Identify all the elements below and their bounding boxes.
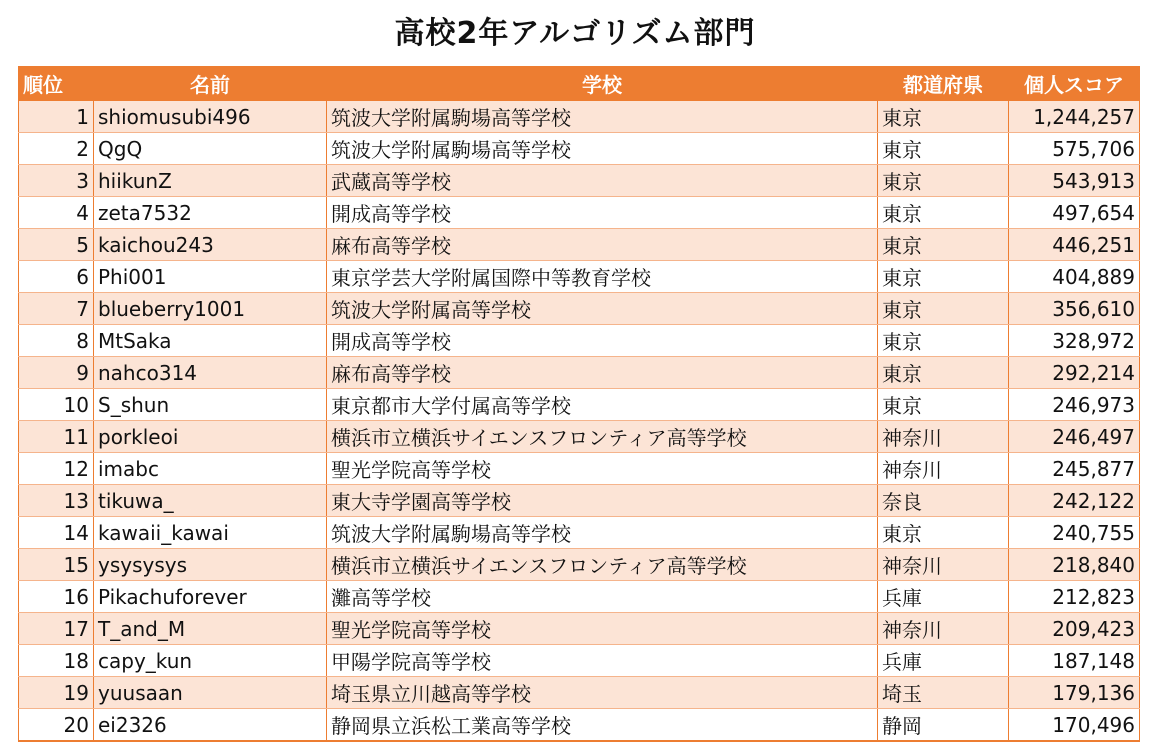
cell-rank: 19 <box>19 677 94 709</box>
cell-name: S_shun <box>94 389 327 421</box>
cell-prefecture: 東京 <box>878 293 1009 325</box>
cell-score: 543,913 <box>1009 165 1140 197</box>
cell-name: zeta7532 <box>94 197 327 229</box>
cell-name: T_and_M <box>94 613 327 645</box>
cell-score: 446,251 <box>1009 229 1140 261</box>
table-row <box>19 165 1140 197</box>
cell-score: 242,122 <box>1009 485 1140 517</box>
cell-name: ysysysys <box>94 549 327 581</box>
cell-prefecture: 神奈川 <box>878 421 1009 453</box>
cell-rank: 16 <box>19 581 94 613</box>
cell-prefecture: 東京 <box>878 133 1009 165</box>
cell-school: 開成高等学校 <box>327 325 878 357</box>
table-row <box>19 581 1140 613</box>
table-row <box>19 133 1140 165</box>
cell-name: Pikachuforever <box>94 581 327 613</box>
cell-school: 聖光学院高等学校 <box>327 453 878 485</box>
cell-school: 筑波大学附属駒場高等学校 <box>327 517 878 549</box>
table-row <box>19 677 1140 709</box>
cell-name: QgQ <box>94 133 327 165</box>
cell-score: 497,654 <box>1009 197 1140 229</box>
cell-name: blueberry1001 <box>94 293 327 325</box>
cell-rank: 8 <box>19 325 94 357</box>
table-header-row <box>19 67 1140 101</box>
cell-rank: 18 <box>19 645 94 677</box>
cell-rank: 1 <box>19 101 94 133</box>
cell-score: 245,877 <box>1009 453 1140 485</box>
cell-name: kawaii_kawai <box>94 517 327 549</box>
cell-prefecture: 東京 <box>878 101 1009 133</box>
cell-school: 東京学芸大学附属国際中等教育学校 <box>327 261 878 293</box>
table-row <box>19 709 1140 742</box>
cell-score: 404,889 <box>1009 261 1140 293</box>
cell-school: 筑波大学附属高等学校 <box>327 293 878 325</box>
table-row <box>19 389 1140 421</box>
cell-rank: 2 <box>19 133 94 165</box>
cell-name: shiomusubi496 <box>94 101 327 133</box>
cell-name: nahco314 <box>94 357 327 389</box>
cell-score: 187,148 <box>1009 645 1140 677</box>
cell-prefecture: 東京 <box>878 261 1009 293</box>
cell-score: 170,496 <box>1009 709 1140 742</box>
page-title: 高校2年アルゴリズム部門 <box>394 16 756 51</box>
table-row <box>19 357 1140 389</box>
cell-prefecture: 神奈川 <box>878 453 1009 485</box>
cell-prefecture: 東京 <box>878 517 1009 549</box>
cell-school: 甲陽学院高等学校 <box>327 645 878 677</box>
cell-school: 横浜市立横浜サイエンスフロンティア高等学校 <box>327 549 878 581</box>
cell-rank: 10 <box>19 389 94 421</box>
cell-score: 575,706 <box>1009 133 1140 165</box>
cell-score: 246,973 <box>1009 389 1140 421</box>
cell-name: ei2326 <box>94 709 327 742</box>
cell-rank: 9 <box>19 357 94 389</box>
column-header-name: 名前 <box>94 67 327 101</box>
cell-prefecture: 東京 <box>878 165 1009 197</box>
table-row <box>19 549 1140 581</box>
cell-school: 静岡県立浜松工業高等学校 <box>327 709 878 742</box>
table-row <box>19 645 1140 677</box>
table-row <box>19 325 1140 357</box>
table-row <box>19 453 1140 485</box>
cell-prefecture: 神奈川 <box>878 549 1009 581</box>
cell-name: tikuwa_ <box>94 485 327 517</box>
cell-rank: 13 <box>19 485 94 517</box>
cell-score: 209,423 <box>1009 613 1140 645</box>
cell-rank: 6 <box>19 261 94 293</box>
cell-school: 東大寺学園高等学校 <box>327 485 878 517</box>
cell-name: Phi001 <box>94 261 327 293</box>
cell-prefecture: 神奈川 <box>878 613 1009 645</box>
cell-school: 聖光学院高等学校 <box>327 613 878 645</box>
cell-score: 218,840 <box>1009 549 1140 581</box>
cell-rank: 5 <box>19 229 94 261</box>
cell-name: capy_kun <box>94 645 327 677</box>
cell-name: imabc <box>94 453 327 485</box>
cell-school: 埼玉県立川越高等学校 <box>327 677 878 709</box>
cell-score: 356,610 <box>1009 293 1140 325</box>
cell-rank: 12 <box>19 453 94 485</box>
cell-school: 灘高等学校 <box>327 581 878 613</box>
cell-score: 328,972 <box>1009 325 1140 357</box>
ranking-table <box>18 66 1140 742</box>
table-row <box>19 421 1140 453</box>
cell-name: MtSaka <box>94 325 327 357</box>
cell-prefecture: 兵庫 <box>878 645 1009 677</box>
cell-prefecture: 静岡 <box>878 709 1009 742</box>
cell-score: 292,214 <box>1009 357 1140 389</box>
table-row <box>19 613 1140 645</box>
cell-school: 開成高等学校 <box>327 197 878 229</box>
table-row <box>19 101 1140 133</box>
cell-score: 179,136 <box>1009 677 1140 709</box>
cell-school: 麻布高等学校 <box>327 357 878 389</box>
cell-name: porkleoi <box>94 421 327 453</box>
cell-rank: 3 <box>19 165 94 197</box>
cell-prefecture: 埼玉 <box>878 677 1009 709</box>
cell-prefecture: 奈良 <box>878 485 1009 517</box>
cell-score: 212,823 <box>1009 581 1140 613</box>
cell-prefecture: 東京 <box>878 325 1009 357</box>
cell-name: hiikunZ <box>94 165 327 197</box>
cell-rank: 4 <box>19 197 94 229</box>
cell-prefecture: 東京 <box>878 389 1009 421</box>
table-row <box>19 261 1140 293</box>
cell-prefecture: 兵庫 <box>878 581 1009 613</box>
table-row <box>19 197 1140 229</box>
cell-prefecture: 東京 <box>878 357 1009 389</box>
cell-school: 筑波大学附属駒場高等学校 <box>327 101 878 133</box>
column-header-prefecture: 都道府県 <box>878 67 1009 101</box>
cell-school: 東京都市大学付属高等学校 <box>327 389 878 421</box>
cell-school: 筑波大学附属駒場高等学校 <box>327 133 878 165</box>
cell-rank: 7 <box>19 293 94 325</box>
cell-score: 246,497 <box>1009 421 1140 453</box>
cell-score: 1,244,257 <box>1009 101 1140 133</box>
table-row <box>19 517 1140 549</box>
column-header-rank: 順位 <box>19 67 94 101</box>
table-row <box>19 485 1140 517</box>
cell-school: 武蔵高等学校 <box>327 165 878 197</box>
cell-rank: 14 <box>19 517 94 549</box>
cell-rank: 17 <box>19 613 94 645</box>
column-header-school: 学校 <box>327 67 878 101</box>
cell-school: 横浜市立横浜サイエンスフロンティア高等学校 <box>327 421 878 453</box>
table-row <box>19 293 1140 325</box>
table-row <box>19 229 1140 261</box>
cell-score: 240,755 <box>1009 517 1140 549</box>
cell-rank: 15 <box>19 549 94 581</box>
cell-rank: 11 <box>19 421 94 453</box>
column-header-score: 個人スコア <box>1009 67 1140 101</box>
cell-name: kaichou243 <box>94 229 327 261</box>
cell-school: 麻布高等学校 <box>327 229 878 261</box>
cell-name: yuusaan <box>94 677 327 709</box>
cell-prefecture: 東京 <box>878 197 1009 229</box>
cell-prefecture: 東京 <box>878 229 1009 261</box>
cell-rank: 20 <box>19 709 94 742</box>
